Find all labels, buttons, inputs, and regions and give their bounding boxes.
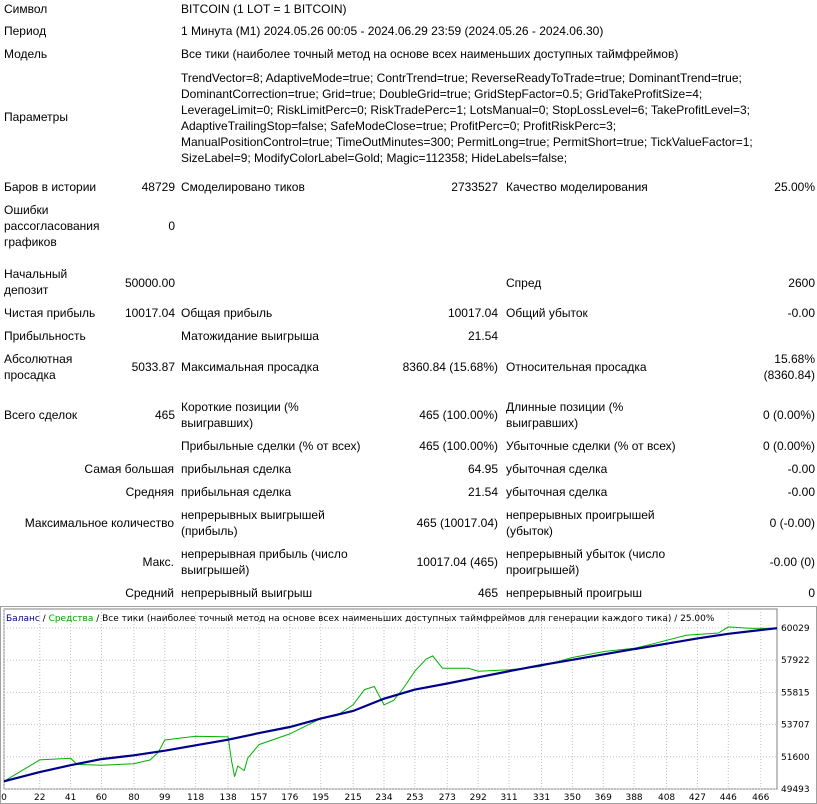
- params-line: LeverageLimit=0; RiskLimitPerc=0; RiskTradePerc=1; LotsManual=0; StopLossLevel=6; TakeProfitLevel=3;: [181, 103, 750, 117]
- loss-trades-value: 0 (0.00%): [762, 439, 815, 453]
- max-cons-profit-label: непрерывная прибыль (число выигрышей): [181, 547, 348, 577]
- params-line: TrendVector=8; AdaptiveMode=true; ContrTrend=true; ReverseReadyToTrade=true; DominantTrend=true;: [181, 71, 742, 85]
- plot-area: [4, 609, 777, 789]
- x-tick-label: 388: [625, 793, 643, 803]
- average-loss-label: убыточная сделка: [506, 485, 608, 499]
- x-tick-label: 446: [719, 793, 737, 803]
- average-loss-value: -0.00: [787, 485, 815, 499]
- x-tick-label: 427: [688, 793, 707, 803]
- x-tick-label: 22: [34, 793, 46, 803]
- x-tick-label: 60: [95, 793, 108, 803]
- x-tick-label: 253: [406, 793, 424, 803]
- legend-balance: Баланс: [6, 614, 40, 624]
- params-line: AdaptiveTrailingStop=false; SafeModeClose=true; ProfitPerc=0; ProfitRiskPerc=3;: [181, 119, 617, 133]
- x-tick-label: 99: [159, 793, 171, 803]
- symbol-value: BITCOIN (1 LOT = 1 BITCOIN): [181, 2, 347, 16]
- avg-cons-losses-label: непрерывный проигрыш: [506, 586, 642, 600]
- expected-payoff-label: Матожидание выигрыша: [181, 329, 319, 343]
- max-dd-label: Максимальная просадка: [181, 360, 319, 374]
- y-tick-label: 60029: [781, 624, 810, 634]
- params-line: DominantCorrection=true; Grid=true; DoubleGrid=true; GridStepFactor=0.5; GridTakeProfitSize=4;: [181, 87, 703, 101]
- avg-cons-losses-value: 0: [808, 586, 815, 600]
- x-tick-label: 118: [187, 793, 205, 803]
- long-pos-value: 0 (0.00%): [762, 408, 815, 422]
- x-tick-label: 331: [532, 793, 551, 803]
- loss-trades-label: Убыточные сделки (% от всех): [506, 439, 676, 453]
- rel-dd-value-2: (8360.84): [763, 368, 815, 382]
- max-count-wins-value: 465 (10017.04): [416, 516, 498, 530]
- quality-label: Качество моделирования: [506, 180, 648, 194]
- max-cons-loss-label: непрерывный убыток (число проигрышей): [506, 547, 666, 577]
- profit-trades-label: Прибыльные сделки (% от всех): [181, 439, 361, 453]
- y-tick-label: 55815: [781, 688, 810, 699]
- average-label: Средняя: [125, 485, 174, 499]
- x-tick-label: 350: [563, 793, 581, 803]
- max-count-losses-label: непрерывных проигрышей (убыток): [506, 508, 655, 538]
- ticks-value: 2733527: [451, 180, 498, 194]
- bars-label: Баров в истории: [4, 180, 97, 194]
- symbol-label: Символ: [4, 2, 48, 16]
- quality-value: 25.00%: [774, 180, 815, 194]
- rel-dd-value: 15.68%: [774, 352, 815, 366]
- model-label: Модель: [4, 47, 48, 61]
- total-trades-value: 465: [154, 408, 175, 422]
- balance-chart-svg: [0, 606, 817, 804]
- rel-dd-label: Относительная просадка: [506, 360, 647, 374]
- x-tick-label: 466: [752, 793, 770, 803]
- params-label: Параметры: [4, 110, 68, 124]
- x-tick-label: 273: [438, 793, 456, 803]
- gross-loss-value: -0.00: [787, 306, 815, 320]
- x-tick-label: 215: [344, 793, 362, 803]
- x-tick-label: 369: [594, 793, 612, 803]
- avg-cons-wins-label: непрерывный выигрыш: [181, 586, 313, 600]
- x-tick-label: 311: [500, 793, 518, 803]
- y-tick-label: 57922: [781, 656, 810, 667]
- avg-cons-wins-value: 465: [477, 586, 498, 600]
- net-profit-value: 10017.04: [124, 306, 175, 320]
- errors-label: Ошибки рассогласования графиков: [4, 203, 100, 249]
- ticks-label: Смоделировано тиков: [181, 180, 305, 194]
- y-tick-label: 53707: [781, 720, 810, 731]
- model-value: Все тики (наиболее точный метод на основе всех наименьших доступных таймфреймов): [181, 47, 679, 61]
- deposit-label: Начальный депозит: [4, 267, 68, 297]
- largest-loss-value: -0.00: [787, 462, 815, 476]
- x-tick-label: 0: [1, 793, 7, 803]
- legend-description: Все тики (наиболее точный метод на основе всех наименьших доступных таймфреймов для генерации каждого тика) / 25.00%: [102, 614, 715, 624]
- x-tick-label: 138: [219, 793, 237, 803]
- max-count-wins-label: непрерывных выигрышей (прибыль): [181, 508, 325, 538]
- average-profit-label: прибыльная сделка: [181, 485, 292, 499]
- x-tick-label: 234: [375, 793, 393, 803]
- period-label: Период: [4, 24, 47, 38]
- period-value: 1 Минута (M1) 2024.05.26 00:05 - 2024.06.29 23:59 (2024.05.26 - 2024.06.30): [181, 24, 604, 38]
- x-tick-label: 80: [128, 793, 140, 803]
- x-tick-label: 408: [657, 793, 676, 803]
- spread-label: Спред: [506, 276, 542, 290]
- average-profit-value: 21.54: [467, 485, 498, 499]
- gross-profit-label: Общая прибыль: [181, 306, 273, 320]
- legend-sep: /: [93, 614, 103, 624]
- balance-chart: [0, 606, 817, 804]
- total-trades-label: Всего сделок: [4, 408, 78, 422]
- chart-legend: [6, 614, 715, 624]
- largest-profit-value: 64.95: [467, 462, 498, 476]
- y-tick-label: 51600: [781, 752, 810, 763]
- deposit-value: 50000.00: [124, 276, 175, 290]
- max-cons-loss-value: -0.00 (0): [769, 555, 815, 569]
- max-dd-value: 8360.84 (15.68%): [402, 360, 498, 374]
- abs-dd-label: Абсолютная просадка: [4, 352, 73, 382]
- max-cons-profit-value: 10017.04 (465): [416, 555, 498, 569]
- expected-payoff-value: 21.54: [467, 329, 498, 343]
- short-pos-value: 465 (100.00%): [419, 408, 498, 422]
- avg-cons-label: Средний: [125, 586, 174, 600]
- max-count-losses-value: 0 (-0.00): [769, 516, 815, 530]
- net-profit-label: Чистая прибыль: [4, 306, 96, 320]
- bars-value: 48729: [141, 180, 175, 194]
- abs-dd-value: 5033.87: [131, 360, 175, 374]
- params-line: ManualPositionControl=true; TimeOutMinutes=300; PermitLong=true; PermitShort=true; TickValueFactor=1;: [181, 135, 753, 149]
- x-tick-label: 157: [250, 793, 268, 803]
- profit-trades-value: 465 (100.00%): [419, 439, 498, 453]
- x-tick-label: 176: [281, 793, 299, 803]
- x-tick-label: 195: [312, 793, 330, 803]
- largest-loss-label: убыточная сделка: [506, 462, 608, 476]
- max-count-label: Максимальное количество: [24, 516, 174, 530]
- max-cons-label: Макс.: [142, 555, 174, 569]
- profit-factor-label: Прибыльность: [4, 329, 86, 343]
- legend-sep: /: [39, 614, 49, 624]
- short-pos-label: Короткие позиции (% выигравших): [181, 400, 299, 430]
- legend-equity: Средства: [48, 614, 94, 624]
- largest-label: Самая большая: [84, 462, 174, 476]
- y-tick-label: 49493: [781, 785, 810, 795]
- params-line: SizeLabel=9; ModifyColorLabel=Gold; Magic=112358; HideLabels=false;: [181, 151, 568, 165]
- spread-value: 2600: [788, 276, 815, 290]
- x-tick-label: 292: [469, 793, 487, 803]
- largest-profit-label: прибыльная сделка: [181, 462, 292, 476]
- long-pos-label: Длинные позиции (% выигравших): [506, 400, 624, 430]
- x-tick-label: 41: [64, 793, 77, 803]
- gross-profit-value: 10017.04: [447, 306, 498, 320]
- errors-value: 0: [168, 219, 175, 233]
- gross-loss-label: Общий убыток: [506, 306, 588, 320]
